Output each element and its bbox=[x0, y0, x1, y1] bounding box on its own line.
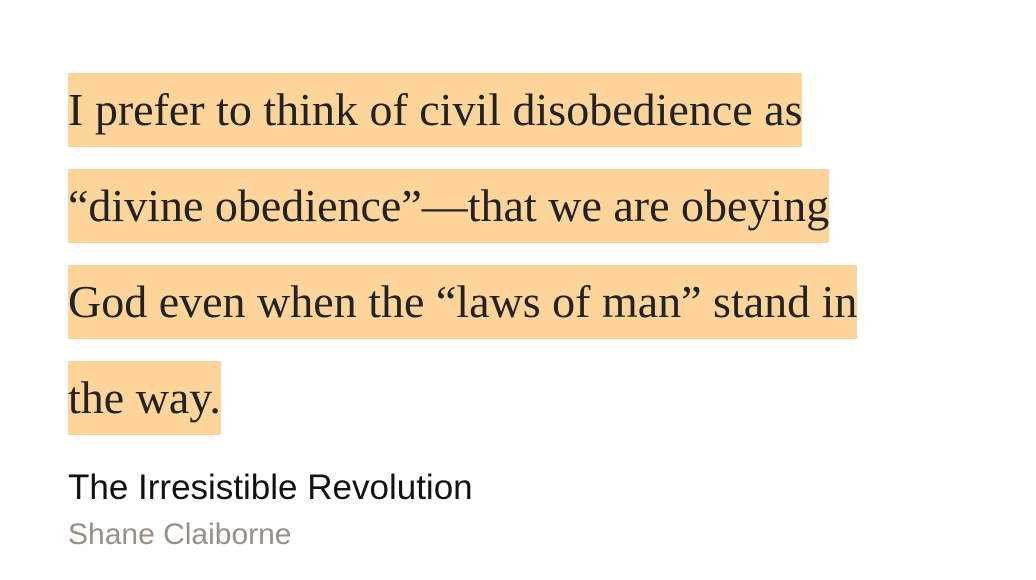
quote-line-1: I prefer to think of civil disobedience as bbox=[68, 73, 802, 147]
quote-line-3: God even when the “laws of man” stand in bbox=[68, 265, 857, 339]
quote-line-4: the way. bbox=[68, 361, 221, 435]
highlighted-quote bbox=[68, 73, 978, 457]
book-author: Shane Claiborne bbox=[68, 518, 292, 551]
book-title: The Irresistible Revolution bbox=[68, 468, 473, 507]
quote-line-2: “divine obedience”—that we are obeying bbox=[68, 169, 829, 243]
